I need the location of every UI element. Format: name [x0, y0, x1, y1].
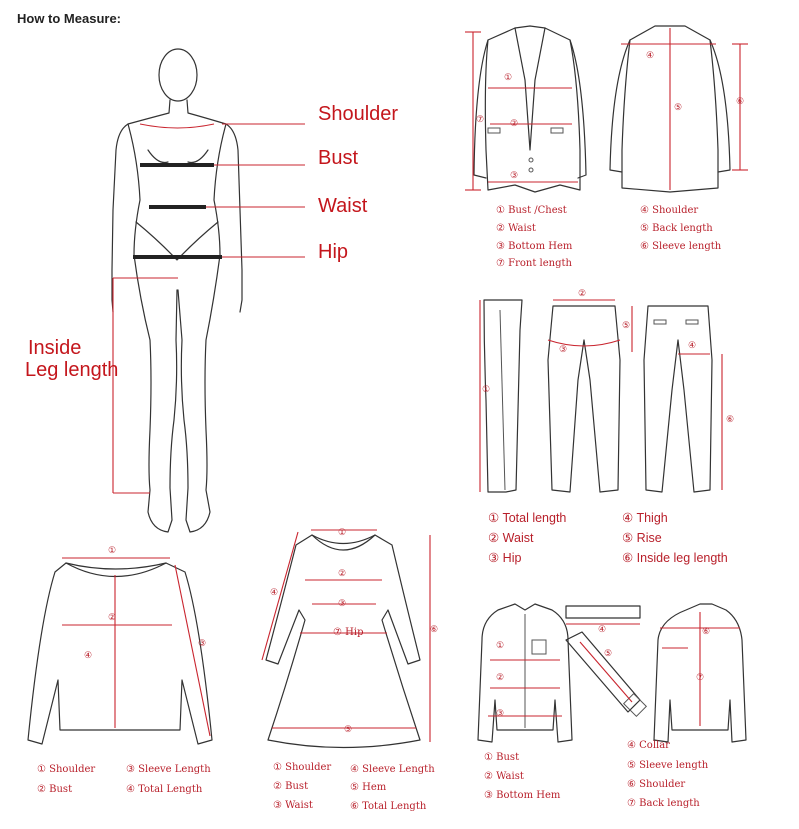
dress-legend-1: ① Shoulder: [273, 762, 332, 773]
collar: [566, 606, 640, 624]
marker-2: ②: [108, 613, 117, 623]
jacket-legend-5: ⑤ Back length: [640, 223, 713, 234]
marker-7: ⑦: [476, 115, 485, 125]
dress-legend-6: ⑥ Total Length: [350, 801, 427, 812]
pants-legend-2: ② Waist: [488, 531, 534, 545]
marker-6: ⑥: [726, 415, 735, 425]
dress-legend-4: ④ Sleeve Length: [350, 764, 435, 775]
jacket-legend-1: ① Bust /Chest: [496, 205, 567, 216]
jacket-legend-4: ④ Shoulder: [640, 205, 699, 216]
shirt-legend-6: ⑥ Shoulder: [627, 779, 686, 790]
marker-1: ①: [338, 528, 347, 538]
label-shoulder: Shoulder: [318, 103, 399, 125]
pants-legend-3: ③ Hip: [488, 551, 522, 565]
pants-legend-1: ① Total length: [488, 511, 567, 525]
pants-back: [644, 306, 722, 492]
marker-3: ③: [198, 639, 207, 649]
marker-3: ③: [496, 709, 505, 719]
marker-4: ④: [688, 341, 697, 351]
marker-3: ③: [338, 599, 347, 609]
marker-6: ⑥: [430, 625, 439, 635]
dress-legend-5: ⑤ Hem: [350, 782, 387, 793]
marker-1: ①: [496, 641, 505, 651]
label-bust: Bust: [318, 147, 359, 169]
marker-4: ④: [84, 651, 93, 661]
shirt-legend-3: ③ Bottom Hem: [484, 790, 561, 801]
pants-side: [480, 300, 522, 492]
shirt-legend-5: ⑤ Sleeve length: [627, 760, 709, 771]
marker-6: ⑥: [702, 627, 711, 637]
pants-legend-5: ⑤ Rise: [622, 531, 662, 545]
shirt-legend-4: ④ Collar: [627, 740, 670, 751]
dress-legend-2: ② Bust: [273, 781, 309, 792]
marker-5: ⑤: [674, 103, 683, 113]
shirt-legend-2: ② Waist: [484, 771, 524, 782]
marker-4: ④: [270, 588, 279, 598]
marker-7: ⑦: [696, 673, 705, 683]
marker-4: ④: [598, 625, 607, 635]
top-legend-4: ④ Total Length: [126, 784, 203, 795]
marker-1: ①: [504, 73, 513, 83]
dress: [262, 530, 430, 748]
shirt-legend-1: ① Bust: [484, 752, 520, 763]
marker-1: ①: [482, 385, 491, 395]
shirt-sleeve: [566, 632, 646, 716]
top-legend-2: ② Bust: [37, 784, 73, 795]
jacket-legend-2: ② Waist: [496, 223, 536, 234]
shirt-front: [478, 604, 572, 742]
shirt-legend-7: ⑦ Back length: [627, 798, 700, 809]
pants-legend-4: ④ Thigh: [622, 511, 668, 525]
long-sleeve-top: [28, 558, 212, 744]
label-hip: Hip: [318, 241, 349, 263]
top-legend-1: ① Shoulder: [37, 764, 96, 775]
marker-2: ②: [338, 569, 347, 579]
page-title: How to Measure:: [17, 11, 122, 26]
label-waist: Waist: [318, 195, 368, 217]
marker-5: ⑤: [344, 725, 353, 735]
jacket-legend-7: ⑦ Front length: [496, 258, 572, 269]
label-inside: Inside: [28, 337, 82, 359]
marker-2: ②: [510, 119, 519, 129]
marker-5: ⑤: [622, 321, 631, 331]
pants-legend-6: ⑥ Inside leg length: [622, 551, 728, 565]
jacket-front: [465, 26, 586, 192]
top-legend-3: ③ Sleeve Length: [126, 764, 211, 775]
jacket-legend-3: ③ Bottom Hem: [496, 241, 573, 252]
marker-3: ③: [559, 345, 568, 355]
dress-hip-label: ⑦ Hip: [333, 627, 364, 638]
marker-5: ⑤: [604, 649, 613, 659]
marker-3: ③: [510, 171, 519, 181]
dress-legend-3: ③ Waist: [273, 800, 313, 811]
marker-1: ①: [108, 546, 117, 556]
marker-6: ⑥: [736, 97, 745, 107]
marker-4: ④: [646, 51, 655, 61]
pants-front: [548, 300, 632, 492]
marker-2: ②: [578, 289, 587, 299]
label-leg-length: Leg length: [25, 359, 119, 381]
marker-2: ②: [496, 673, 505, 683]
jacket-legend-6: ⑥ Sleeve length: [640, 241, 722, 252]
body-figure: [112, 49, 305, 532]
